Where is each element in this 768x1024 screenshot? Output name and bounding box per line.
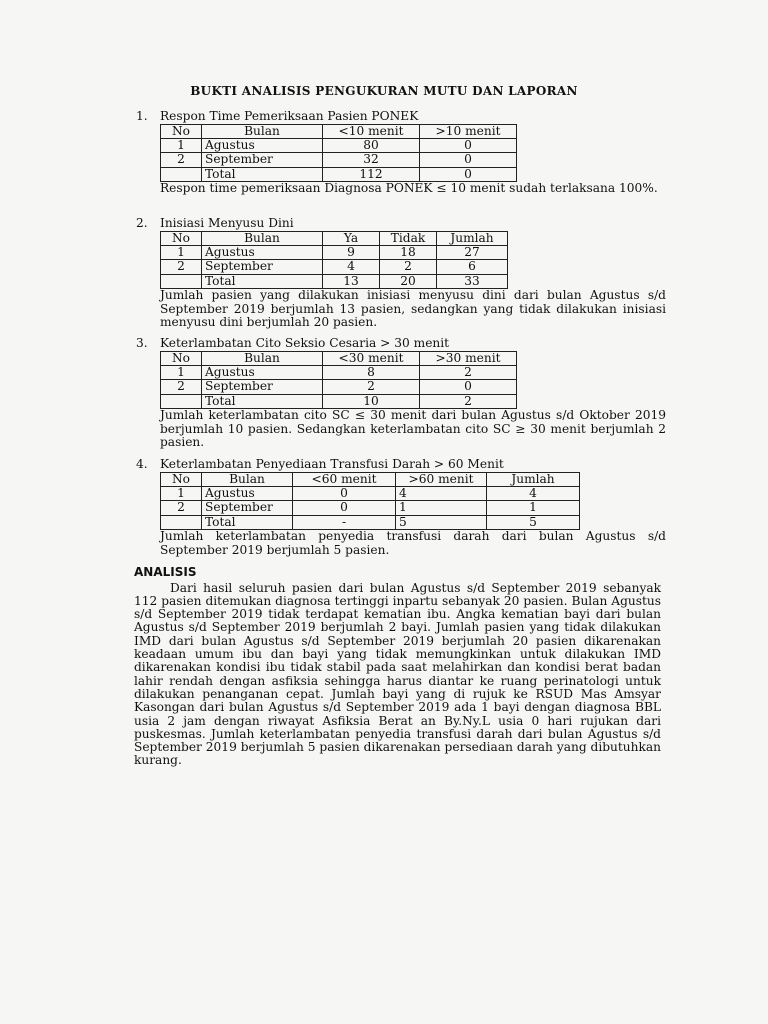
section-1 — [136, 110, 666, 196]
table-cell: 112 — [323, 167, 420, 181]
section-heading — [136, 110, 666, 124]
table-cell — [161, 167, 202, 181]
table-row — [161, 260, 508, 274]
table-cell: 20 — [380, 274, 437, 288]
table-cell: September — [202, 380, 323, 394]
document-title: BUKTI ANALISIS PENGUKURAN MUTU DAN LAPORAN — [190, 84, 578, 98]
analysis-section — [134, 566, 661, 768]
table-cell: 4 — [323, 260, 380, 274]
table-row — [161, 487, 580, 501]
table-cell: September — [202, 501, 293, 515]
table-cell: 2 — [323, 380, 420, 394]
table-cell: 9 — [323, 246, 380, 260]
section-2 — [136, 217, 666, 330]
data-table — [160, 231, 508, 290]
section-number: 2. — [136, 216, 148, 230]
table-header-cell: <10 menit — [323, 124, 420, 138]
table-cell: Total — [202, 274, 323, 288]
table-cell: 2 — [161, 501, 202, 515]
table-header-cell: >30 menit — [420, 351, 517, 365]
table-cell: 10 — [323, 394, 420, 408]
table-total-row — [161, 274, 508, 288]
section-3 — [136, 337, 666, 450]
table-total-row — [161, 167, 517, 181]
section-note: Jumlah keterlambatan penyedia transfusi darah dari bulan Agustus s/d September 2019 berjumlah 5 pasien. — [160, 529, 666, 557]
table-cell: Agustus — [202, 487, 293, 501]
table-header-cell: <30 menit — [323, 351, 420, 365]
table-cell: 2 — [161, 260, 202, 274]
table-cell: 32 — [323, 153, 420, 167]
table-cell: Agustus — [202, 246, 323, 260]
table-cell: 2 — [161, 153, 202, 167]
section-number: 3. — [136, 336, 148, 350]
table-cell: 2 — [420, 366, 517, 380]
table-cell: 18 — [380, 246, 437, 260]
table-total-row — [161, 394, 517, 408]
table-cell: 0 — [420, 153, 517, 167]
table-cell: 2 — [420, 394, 517, 408]
table-cell: 1 — [396, 501, 487, 515]
table-header-row — [161, 351, 517, 365]
table-cell: 4 — [396, 487, 487, 501]
data-table — [160, 472, 580, 531]
table-header-cell: <60 menit — [293, 472, 396, 486]
table-header-cell: No — [161, 472, 202, 486]
table-header-cell: No — [161, 124, 202, 138]
table-cell: Total — [202, 167, 323, 181]
table-cell — [161, 394, 202, 408]
table-cell: 33 — [437, 274, 508, 288]
table-row — [161, 139, 517, 153]
table-header-cell: Bulan — [202, 231, 323, 245]
table-cell: 1 — [161, 487, 202, 501]
table-cell: 1 — [161, 366, 202, 380]
table-cell: 0 — [420, 167, 517, 181]
section-title: Inisiasi Menyusu Dini — [160, 216, 294, 230]
table-cell: 1 — [161, 246, 202, 260]
analysis-heading: ANALISIS — [134, 565, 197, 579]
table-cell — [161, 274, 202, 288]
table-cell: Total — [202, 394, 323, 408]
table-header-cell: No — [161, 231, 202, 245]
table-cell: September — [202, 260, 323, 274]
data-table — [160, 124, 517, 183]
table-cell: 13 — [323, 274, 380, 288]
table-total-row — [161, 515, 580, 529]
table-cell: 8 — [323, 366, 420, 380]
table-cell: 1 — [161, 139, 202, 153]
table-row — [161, 501, 580, 515]
table-cell: 2 — [161, 380, 202, 394]
table-header-cell: >60 menit — [396, 472, 487, 486]
table-header-cell: >10 menit — [420, 124, 517, 138]
table-cell: Total — [202, 515, 293, 529]
table-cell: 0 — [420, 380, 517, 394]
table-cell: 0 — [293, 501, 396, 515]
analysis-paragraph: Dari hasil seluruh pasien dari bulan Agustus s/d September 2019 sebanyak 112 pasien ditemukan diagnosa tertinggi inpartu sebanyak 20 pasien. Bulan Agustus s/d September 2019 tidak terdapat kematian ibu. Angka kematian bayi dari bulan Agustus s/d September 2019 berjumlah 2 bayi. Jumlah pasien yang tidak dilakukan IMD dari bulan Agustus s/d September 2019 berjumlah 20 pasien dikarenakan keadaan umum ibu dan bayi yang tidak memungkinkan untuk dilakukan IMD dikarenakan kondisi ibu tidak stabil pada saat melahirkan dan kondisi berat badan lahir rendah dengan asfiksia sehingga harus diantar ke ruang perinatologi untuk dilakukan penanganan cepat. Jumlah bayi yang di rujuk ke RSUD Mas Amsyar Kasongan dari bulan Agustus s/d September 2019 ada 1 bayi dengan diagnosa BBL usia 2 jam dengan riwayat Asfiksia Berat an By.Ny.L usia 0 hari rujukan dari puskesmas. Jumlah keterlambatan penyedia transfusi darah dari bulan Agustus s/d September 2019 berjumlah 5 pasien dikarenakan persediaan darah yang dibutuhkan kurang. — [134, 580, 661, 768]
table-row — [161, 366, 517, 380]
table-cell: 0 — [420, 139, 517, 153]
table-header-row — [161, 231, 508, 245]
table-cell: - — [293, 515, 396, 529]
table-cell — [161, 515, 202, 529]
table-header-cell: No — [161, 351, 202, 365]
table-cell: Agustus — [202, 139, 323, 153]
section-heading — [136, 337, 666, 351]
table-cell: 1 — [487, 501, 580, 515]
table-row — [161, 380, 517, 394]
data-table — [160, 351, 517, 410]
table-header-cell: Ya — [323, 231, 380, 245]
table-header-cell: Jumlah — [487, 472, 580, 486]
table-cell: 27 — [437, 246, 508, 260]
table-cell: 6 — [437, 260, 508, 274]
section-title: Respon Time Pemeriksaan Pasien PONEK — [160, 109, 419, 123]
table-header-cell: Bulan — [202, 124, 323, 138]
section-heading — [136, 458, 666, 472]
table-cell: 2 — [380, 260, 437, 274]
table-cell: Agustus — [202, 366, 323, 380]
table-cell: 4 — [487, 487, 580, 501]
section-title: Keterlambatan Penyediaan Transfusi Darah > 60 Menit — [160, 457, 504, 471]
section-number: 4. — [136, 457, 148, 471]
table-cell: 5 — [487, 515, 580, 529]
table-header-cell: Bulan — [202, 351, 323, 365]
section-4 — [136, 458, 666, 557]
table-cell: 5 — [396, 515, 487, 529]
section-note: Jumlah keterlambatan cito SC ≤ 30 menit dari bulan Agustus s/d Oktober 2019 berjumlah 10 pasien. Sedangkan keterlambatan cito SC ≥ 30 menit berjumlah 2 pasien. — [160, 408, 666, 450]
table-header-cell: Tidak — [380, 231, 437, 245]
table-row — [161, 246, 508, 260]
table-header-row — [161, 124, 517, 138]
table-header-cell: Jumlah — [437, 231, 508, 245]
section-note: Respon time pemeriksaan Diagnosa PONEK ≤ 10 menit sudah terlaksana 100%. — [160, 181, 658, 196]
section-number: 1. — [136, 109, 148, 123]
table-cell: 80 — [323, 139, 420, 153]
section-note: Jumlah pasien yang dilakukan inisiasi menyusu dini dari bulan Agustus s/d September 2019 berjumlah 13 pasien, sedangkan yang tidak dilakukan inisiasi menyusu dini berjumlah 20 pasien. — [160, 288, 666, 330]
table-cell: 0 — [293, 487, 396, 501]
table-row — [161, 153, 517, 167]
table-header-row — [161, 472, 580, 486]
table-cell: September — [202, 153, 323, 167]
table-header-cell: Bulan — [202, 472, 293, 486]
section-title: Keterlambatan Cito Seksio Cesaria > 30 menit — [160, 336, 450, 350]
section-heading — [136, 217, 666, 231]
